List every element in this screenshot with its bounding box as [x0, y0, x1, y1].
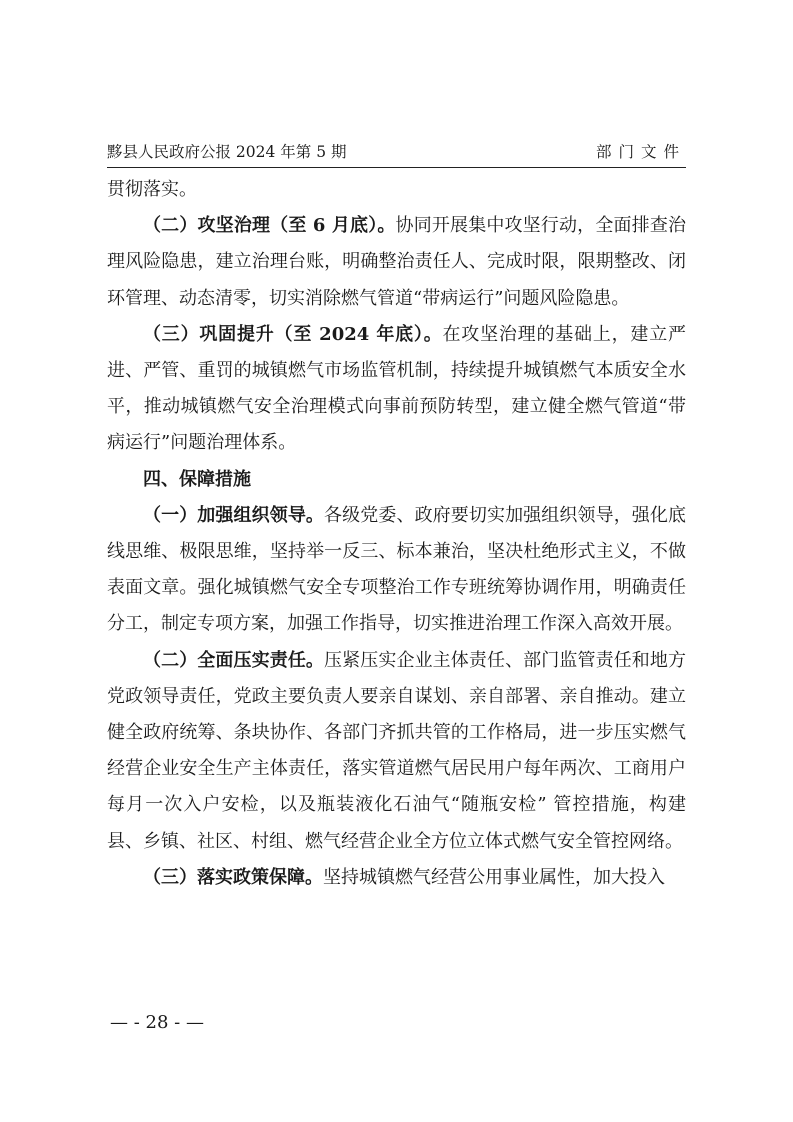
paragraph-lead: （二）攻坚治理（至 6 月底）。 [143, 215, 396, 237]
page-number: — - 28 - — [110, 1012, 204, 1033]
paragraph-lead: （三）落实政策保障。 [143, 866, 323, 888]
paragraph [107, 208, 686, 317]
paragraph-lead: （二）全面压实责任。 [143, 649, 325, 671]
paragraph [107, 498, 686, 643]
paragraph [107, 317, 686, 462]
paragraph-lead: （三）巩固提升（至 2024 年底）。 [143, 323, 443, 345]
paragraph-text: 压紧压实企业主体责任、部门监管责任和地方党政领导责任，党政主要负责人要亲自谋划、亲自部署、亲自推动。建立健全政府统筹、条块协作、各部门齐抓共管的工作格局，进一步压实燃气经营企业安全生产主体责任，落实管道燃气居民用户每年两次、工商用户每月一次入户安检，以及瓶装液化石油气“随瓶安检” 管控措施，构建县、乡镇、社区、村组、燃气经营企业全方位立体式燃气安全管控网络。 [107, 649, 687, 852]
paragraph-text: 在攻坚治理的基础上，建立严进、严管、重罚的城镇燃气市场监管机制，持续提升城镇燃气本质安全水平，推动城镇燃气安全治理模式向事前预防转型，建立健全燃气管道“带病运行”问题治理体系。 [107, 323, 686, 454]
header-rule [107, 167, 686, 168]
paragraph-text: 各级党委、政府要切实加强组织领导，强化底线思维、极限思维，坚持举一反三、标本兼治，坚决杜绝形式主义，不做表面文章。强化城镇燃气安全专项整治工作专班统筹协调作用，明确责任分工，制定专项方案，加强工作指导，切实推进治理工作深入高效开展。 [107, 504, 687, 635]
paragraph [107, 860, 686, 896]
paragraph-text: 贯彻落实。 [107, 179, 197, 200]
paragraph-text: 坚持城镇燃气经营公用事业属性，加大投入 [323, 866, 665, 888]
paragraph [107, 172, 686, 208]
paragraph-text: 协同开展集中攻坚行动，全面排查治理风险隐患，建立治理台账，明确整治责任人、完成时限，限期整改、闭环管理、动态清零，切实消除燃气管道“带病运行”问题风险隐患。 [107, 215, 686, 309]
bulletin-title: 黟县人民政府公报 2024 年第 5 期 [107, 143, 347, 161]
paragraph-lead: （一）加强组织领导。 [143, 504, 325, 526]
paragraph [107, 643, 686, 860]
section-heading: 四、保障措施 [143, 468, 251, 490]
running-header [107, 140, 686, 166]
section-label: 部门文件 [595, 143, 686, 161]
document-body [107, 172, 686, 896]
